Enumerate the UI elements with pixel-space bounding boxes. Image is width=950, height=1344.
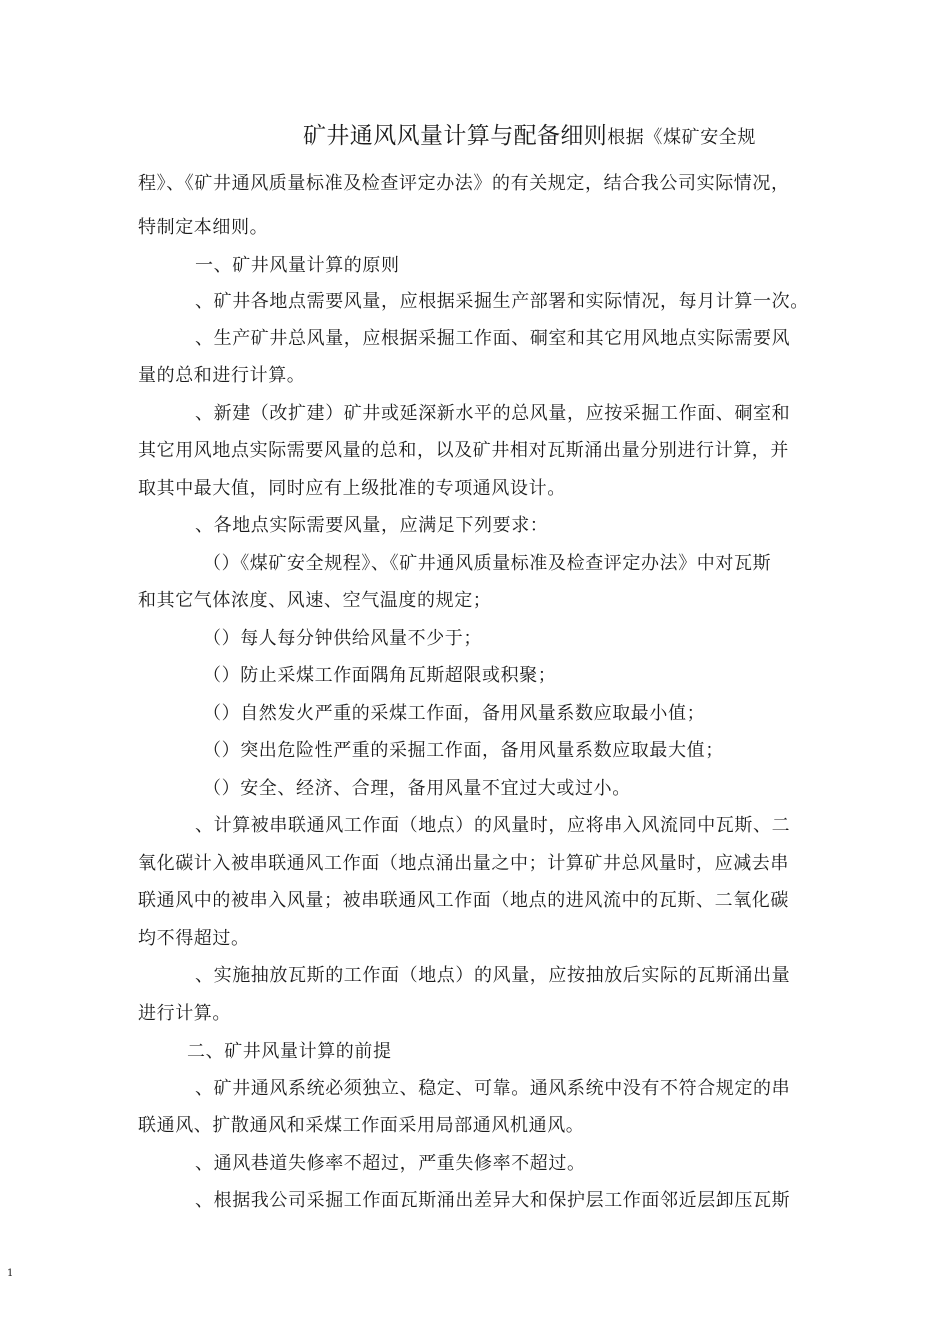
title-line — [303, 124, 756, 150]
body-line: 、根据我公司采掘工作面瓦斯涌出差异大和保护层工作面邻近层卸压瓦斯 — [195, 1190, 791, 1211]
body-line: 量的总和进行计算。 — [138, 365, 306, 386]
body-line: 、矿井各地点需要风量，应根据采掘生产部署和实际情况，每月计算一次。 — [195, 291, 809, 312]
body-line: 进行计算。 — [138, 1003, 231, 1024]
body-line: 、矿井通风系统必须独立、稳定、可靠。通风系统中没有不符合规定的串 — [195, 1078, 791, 1099]
section-heading: 二、矿井风量计算的前提 — [187, 1041, 392, 1062]
body-line: （）安全、经济、合理，备用风量不宜过大或过小。 — [203, 778, 631, 799]
body-line: （）自然发火严重的采煤工作面，备用风量系数应取最小值； — [203, 703, 706, 724]
body-line: （）突出危险性严重的采掘工作面，备用风量系数应取最大值； — [203, 740, 724, 761]
body-line: 、计算被串联通风工作面（地点）的风量时，应将串入风流同中瓦斯、二 — [195, 815, 791, 836]
body-line: 联通风中的被串入风量；被串联通风工作面（地点的进风流中的瓦斯、二氧化碳 — [138, 890, 789, 911]
body-line: 取其中最大值，同时应有上级批准的专项通风设计。 — [138, 478, 566, 499]
body-line: 、实施抽放瓦斯的工作面（地点）的风量，应按抽放后实际的瓦斯涌出量 — [195, 965, 791, 986]
body-line: （）每人每分钟供给风量不少于； — [203, 628, 482, 649]
intro-text: 根据《煤矿安全规 — [607, 127, 757, 148]
body-line: 、通风巷道失修率不超过，严重失修率不超过。 — [195, 1153, 586, 1174]
body-line: （）《煤矿安全规程》、《矿井通风质量标准及检查评定办法》中对瓦斯 — [203, 553, 772, 574]
body-line: 和其它气体浓度、风速、空气温度的规定； — [138, 590, 492, 611]
body-line: 、新建（改扩建）矿井或延深新水平的总风量，应按采掘工作面、硐室和 — [195, 403, 791, 424]
body-line: 其它用风地点实际需要风量的总和，以及矿井相对瓦斯涌出量分别进行计算，并 — [138, 440, 789, 461]
body-line: 氧化碳计入被串联通风工作面（地点涌出量之中；计算矿井总风量时，应减去串 — [138, 853, 789, 874]
body-line: 程》、《矿井通风质量标准及检查评定办法》的有关规定，结合我公司实际情况， — [138, 173, 790, 194]
document-title: 矿井通风风量计算与配备细则 — [303, 123, 608, 149]
body-line: 联通风、扩散通风和采煤工作面采用局部通风机通风。 — [138, 1115, 585, 1136]
section-heading: 一、矿井风量计算的原则 — [195, 255, 400, 276]
body-line: 、生产矿井总风量，应根据采掘工作面、硐室和其它用风地点实际需要风 — [195, 328, 791, 349]
body-line: 均不得超过。 — [138, 928, 250, 949]
body-line: 特制定本细则。 — [138, 217, 269, 238]
body-line: （）防止采煤工作面隅角瓦斯超限或积聚； — [203, 665, 557, 686]
body-line: 、各地点实际需要风量，应满足下列要求： — [195, 515, 549, 536]
page-number: 1 — [7, 1268, 14, 1279]
